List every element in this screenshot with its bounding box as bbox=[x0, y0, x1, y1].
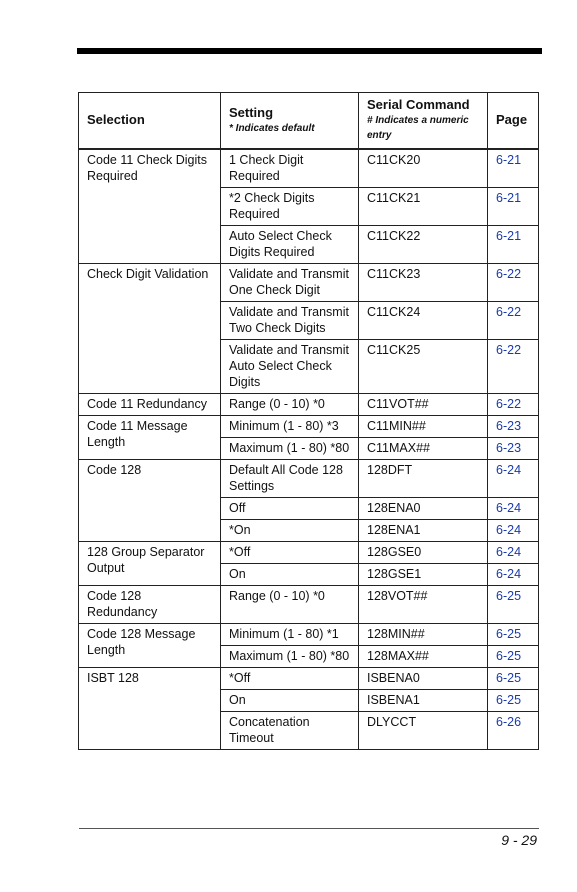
selection-cell: Code 128 Redundancy bbox=[79, 585, 221, 623]
page-cell bbox=[488, 689, 539, 711]
table-row bbox=[79, 263, 539, 301]
page-link[interactable]: 6-25 bbox=[496, 648, 522, 663]
page-link[interactable]: 6-24 bbox=[496, 500, 522, 515]
setting-cell: Concatenation Timeout bbox=[221, 711, 359, 749]
page-link[interactable]: 6-21 bbox=[496, 190, 522, 205]
page-link[interactable]: 6-25 bbox=[496, 588, 522, 603]
page-cell bbox=[488, 437, 539, 459]
table-row bbox=[79, 393, 539, 415]
footer-rule bbox=[79, 828, 539, 829]
page-cell bbox=[488, 563, 539, 585]
setting-cell: Default All Code 128 Settings bbox=[221, 459, 359, 497]
page-link[interactable]: 6-25 bbox=[496, 670, 522, 685]
page-cell bbox=[488, 585, 539, 623]
page-link[interactable]: 6-23 bbox=[496, 418, 522, 433]
page-link[interactable]: 6-24 bbox=[496, 566, 522, 581]
top-rule bbox=[77, 48, 542, 54]
header-selection-label: Selection bbox=[87, 112, 145, 128]
page-link[interactable]: 6-25 bbox=[496, 692, 522, 707]
page-cell bbox=[488, 519, 539, 541]
table-row bbox=[79, 459, 539, 497]
selection-cell: Code 11 Message Length bbox=[79, 415, 221, 459]
serial-command-cell: 128MIN## bbox=[359, 623, 488, 645]
page-link[interactable]: 6-21 bbox=[496, 228, 522, 243]
page-cell bbox=[488, 393, 539, 415]
page-link[interactable]: 6-22 bbox=[496, 396, 522, 411]
serial-command-cell: C11VOT## bbox=[359, 393, 488, 415]
page-cell bbox=[488, 645, 539, 667]
page-cell bbox=[488, 459, 539, 497]
serial-command-cell: C11CK25 bbox=[359, 339, 488, 393]
serial-command-cell: 128VOT## bbox=[359, 585, 488, 623]
serial-command-cell: C11CK24 bbox=[359, 301, 488, 339]
serial-command-cell: ISBENA1 bbox=[359, 689, 488, 711]
serial-command-cell: C11CK20 bbox=[359, 149, 488, 188]
table-row bbox=[79, 623, 539, 645]
selection-cell: Code 11 Redundancy bbox=[79, 393, 221, 415]
header-setting-label: Setting bbox=[229, 104, 274, 120]
setting-cell: *2 Check Digits Required bbox=[221, 187, 359, 225]
selection-cell: Code 128 Message Length bbox=[79, 623, 221, 667]
page-cell bbox=[488, 711, 539, 749]
page-cell bbox=[488, 263, 539, 301]
page-link[interactable]: 6-21 bbox=[496, 152, 522, 167]
serial-command-cell: C11CK22 bbox=[359, 225, 488, 263]
page-cell bbox=[488, 149, 539, 188]
serial-command-cell: C11CK23 bbox=[359, 263, 488, 301]
page-cell bbox=[488, 415, 539, 437]
command-table bbox=[78, 92, 539, 750]
page-link[interactable]: 6-26 bbox=[496, 714, 522, 729]
table-row bbox=[79, 585, 539, 623]
setting-cell: Auto Select Check Digits Required bbox=[221, 225, 359, 263]
serial-command-cell: ISBENA0 bbox=[359, 667, 488, 689]
serial-command-cell: C11MIN## bbox=[359, 415, 488, 437]
header-page-label: Page bbox=[496, 112, 528, 128]
setting-cell: Maximum (1 - 80) *80 bbox=[221, 645, 359, 667]
header-page bbox=[488, 93, 539, 149]
page-link[interactable]: 6-22 bbox=[496, 304, 522, 319]
serial-command-cell: DLYCCT bbox=[359, 711, 488, 749]
page-link[interactable]: 6-24 bbox=[496, 462, 522, 477]
serial-command-cell: 128MAX## bbox=[359, 645, 488, 667]
setting-cell: Minimum (1 - 80) *1 bbox=[221, 623, 359, 645]
header-serial-label: Serial Command bbox=[367, 97, 470, 113]
setting-cell: 1 Check Digit Required bbox=[221, 149, 359, 188]
page-link[interactable]: 6-25 bbox=[496, 626, 522, 641]
header-setting-note: * Indicates default bbox=[229, 122, 315, 134]
setting-cell: *Off bbox=[221, 541, 359, 563]
header-serial-note: # Indicates a numeric entry bbox=[367, 115, 469, 142]
table-header-row bbox=[79, 93, 539, 149]
serial-command-cell: 128GSE0 bbox=[359, 541, 488, 563]
setting-cell: Validate and Transmit One Check Digit bbox=[221, 263, 359, 301]
setting-cell: Maximum (1 - 80) *80 bbox=[221, 437, 359, 459]
table-row bbox=[79, 667, 539, 689]
serial-command-cell: 128ENA0 bbox=[359, 497, 488, 519]
page-link[interactable]: 6-22 bbox=[496, 266, 522, 281]
setting-cell: Off bbox=[221, 497, 359, 519]
serial-command-cell: C11CK21 bbox=[359, 187, 488, 225]
page-cell bbox=[488, 301, 539, 339]
setting-cell: On bbox=[221, 563, 359, 585]
page-cell bbox=[488, 187, 539, 225]
page-cell bbox=[488, 541, 539, 563]
serial-command-cell: 128GSE1 bbox=[359, 563, 488, 585]
selection-cell: 128 Group Separator Output bbox=[79, 541, 221, 585]
header-serial-command bbox=[359, 93, 488, 149]
serial-command-cell: C11MAX## bbox=[359, 437, 488, 459]
setting-cell: Validate and Transmit Two Check Digits bbox=[221, 301, 359, 339]
setting-cell: On bbox=[221, 689, 359, 711]
table-row bbox=[79, 541, 539, 563]
selection-cell: Check Digit Validation bbox=[79, 263, 221, 393]
serial-command-cell: 128DFT bbox=[359, 459, 488, 497]
page-number: 9 - 29 bbox=[501, 832, 537, 848]
table-row bbox=[79, 149, 539, 188]
selection-cell: Code 128 bbox=[79, 459, 221, 541]
table-row bbox=[79, 415, 539, 437]
setting-cell: *Off bbox=[221, 667, 359, 689]
page-link[interactable]: 6-23 bbox=[496, 440, 522, 455]
page-link[interactable]: 6-24 bbox=[496, 544, 522, 559]
header-selection bbox=[79, 93, 221, 149]
page-cell bbox=[488, 339, 539, 393]
setting-cell: Range (0 - 10) *0 bbox=[221, 393, 359, 415]
selection-cell: Code 11 Check Digits Required bbox=[79, 149, 221, 264]
page-link[interactable]: 6-22 bbox=[496, 342, 522, 357]
setting-cell: Range (0 - 10) *0 bbox=[221, 585, 359, 623]
page-link[interactable]: 6-24 bbox=[496, 522, 522, 537]
setting-cell: Validate and Transmit Auto Select Check Digits bbox=[221, 339, 359, 393]
serial-command-cell: 128ENA1 bbox=[359, 519, 488, 541]
table-body bbox=[79, 149, 539, 750]
selection-cell: ISBT 128 bbox=[79, 667, 221, 749]
setting-cell: *On bbox=[221, 519, 359, 541]
page-cell bbox=[488, 497, 539, 519]
header-setting bbox=[221, 93, 359, 149]
page-cell bbox=[488, 225, 539, 263]
page-cell bbox=[488, 623, 539, 645]
page-cell bbox=[488, 667, 539, 689]
setting-cell: Minimum (1 - 80) *3 bbox=[221, 415, 359, 437]
